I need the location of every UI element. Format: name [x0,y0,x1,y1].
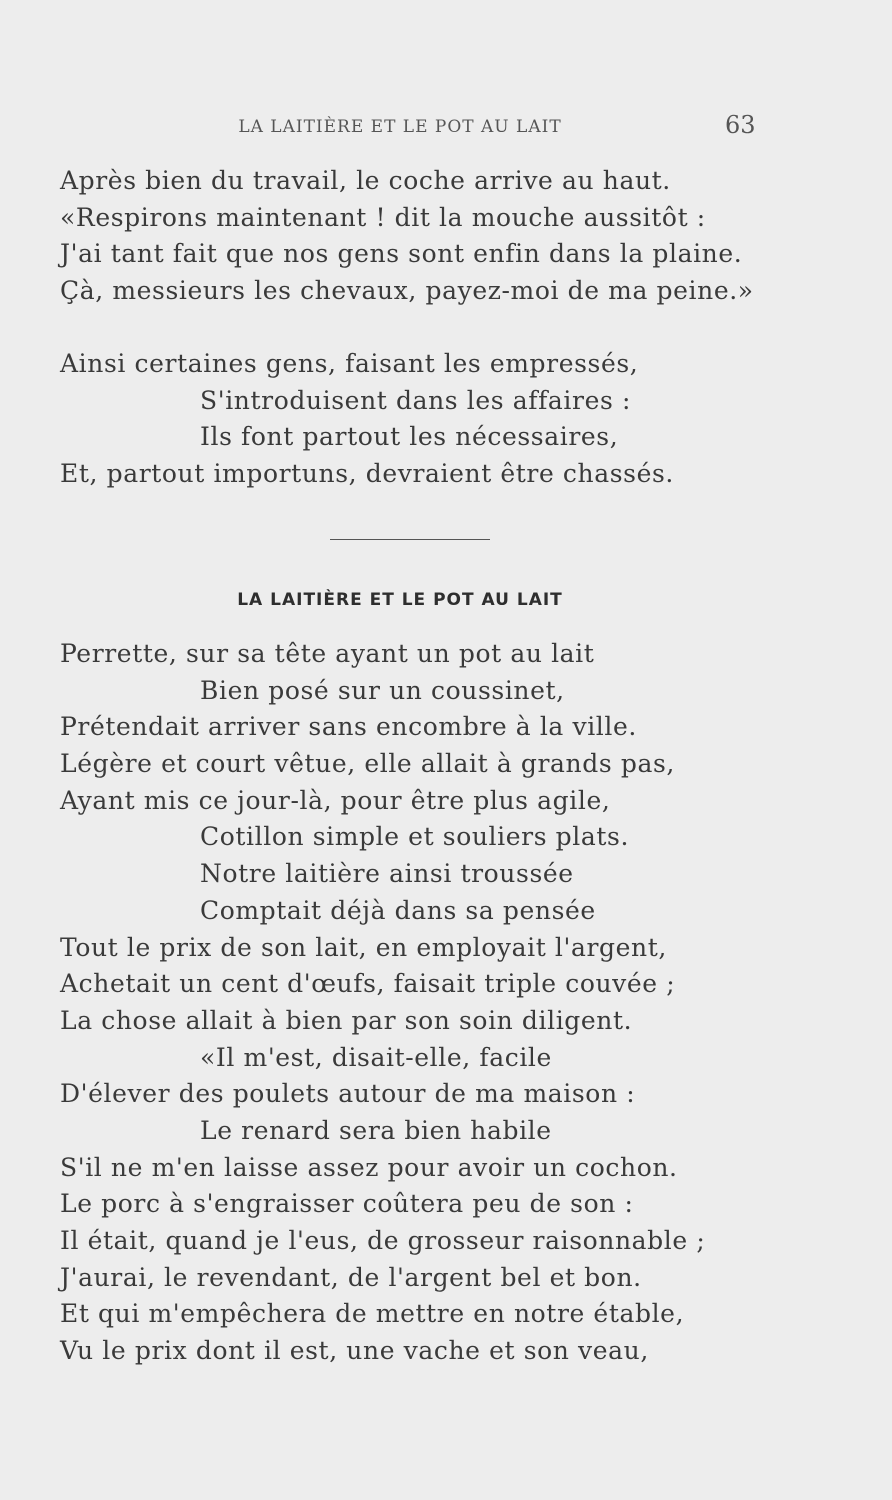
verse-line: Ainsi certaines gens, faisant les empressés, [60,349,639,378]
verse-line: Après bien du travail, le coche arrive au haut. [60,166,671,195]
verse-line: Ayant mis ce jour-là, pour être plus agile, [60,785,611,815]
verse-line: Cotillon simple et souliers plats. [200,822,629,852]
verse-line: Tout le prix de son lait, en employait l'argent, [60,932,667,962]
verse-line: Le renard sera bien habile [200,1115,552,1145]
verse-line: S'il ne m'en laisse assez pour avoir un cochon. [60,1152,678,1182]
verse-line: Perrette, sur sa tête ayant un pot au lait [60,639,595,668]
verse-line: J'ai tant fait que nos gens sont enfin dans la plaine. [60,239,743,269]
verse-line: «Respirons maintenant ! dit la mouche aussitôt : [60,202,706,232]
verse-line: Comptait déjà dans sa pensée [200,895,596,925]
verse-line: Notre laitière ainsi troussée [200,859,574,889]
previous-fable-ending-stanza [0,163,892,310]
verse-line: Et, partout importuns, devraient être chassés. [60,459,674,489]
verse-line: Bien posé sur un coussinet, [200,675,565,705]
verse-line: J'aurai, le revendant, de l'argent bel et bon. [60,1262,642,1292]
page-number: 63 [725,111,756,139]
fable-body [0,636,892,1370]
verse-line: Il était, quand je l'eus, de grosseur raisonnable ; [60,1226,706,1255]
verse-line: La chose allait à bien par son soin diligent. [60,1005,633,1035]
verse-line: Le porc à s'engraisser coûtera peu de son : [60,1189,634,1219]
running-header: LA LAITIÈRE ET LE POT AU LAIT [238,117,562,137]
fable-title: LA LAITIÈRE ET LE POT AU LAIT [237,590,563,610]
verse-line: Achetait un cent d'œufs, faisait triple couvée ; [60,969,676,999]
verse-line: Vu le prix dont il est, une vache et son veau, [60,1336,649,1366]
verse-line: Légère et court vêtue, elle allait à grands pas, [60,749,675,779]
section-divider [330,539,490,540]
previous-fable-moral [0,346,892,493]
verse-line: «Il m'est, disait-elle, facile [200,1042,552,1072]
verse-line: S'introduisent dans les affaires : [200,385,631,415]
verse-line: Çà, messieurs les chevaux, payez-moi de ma peine.» [60,276,754,306]
verse-line: Prétendait arriver sans encombre à la ville. [60,712,637,742]
verse-line: Ils font partout les nécessaires, [200,422,619,452]
verse-line: Et qui m'empêchera de mettre en notre étable, [60,1299,685,1329]
verse-line: D'élever des poulets autour de ma maison : [60,1079,636,1109]
